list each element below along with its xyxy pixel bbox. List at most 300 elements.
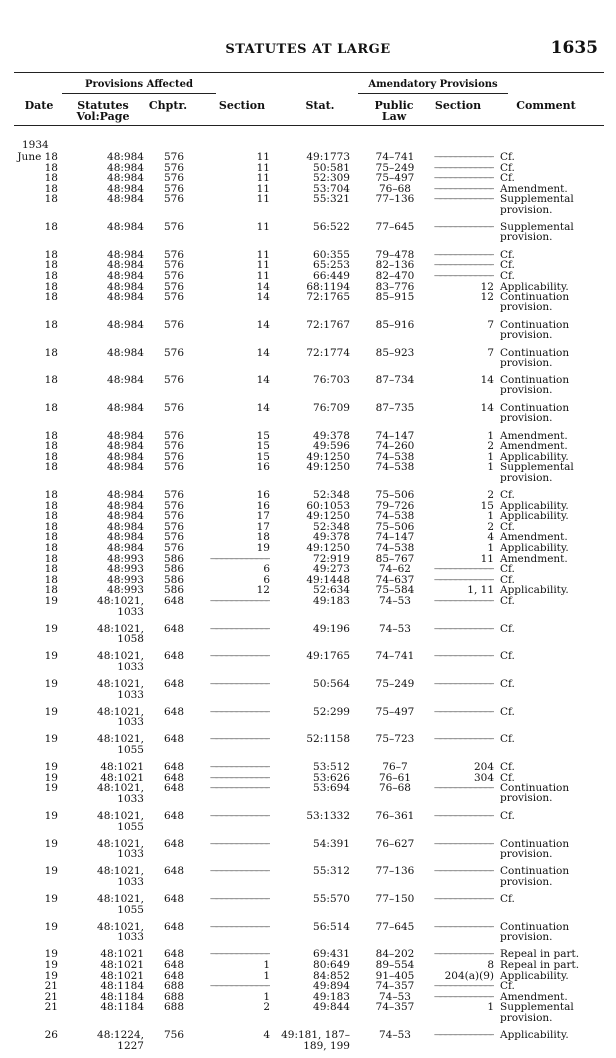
- col-chapter: Chptr.: [148, 99, 188, 112]
- table-row: [0, 734, 616, 762]
- row-section-amendatory: ————————————: [434, 222, 494, 232]
- row-chapter: 576: [163, 440, 184, 453]
- row-chapter: 648: [163, 920, 184, 933]
- row-public-law: 77–136: [375, 193, 415, 206]
- row-chapter: 586: [163, 573, 184, 586]
- row-date: 19: [44, 893, 58, 906]
- row-chapter: 648: [163, 733, 184, 746]
- row-statute: 48:1021: [100, 969, 144, 982]
- row-statute: 48:984: [107, 259, 144, 272]
- table-row: [0, 585, 616, 596]
- col-section-amendatory: Section: [434, 99, 482, 112]
- row-date: 19: [44, 837, 58, 850]
- row-section: ————————————: [210, 734, 270, 744]
- table-row: [0, 981, 616, 992]
- group-provisions-affected: Provisions Affected: [85, 79, 193, 90]
- row-chapter: 586: [163, 563, 184, 576]
- row-stat: 53:694: [313, 782, 350, 795]
- row-statute: 48:984: [107, 520, 144, 533]
- row-chapter: 576: [163, 489, 184, 502]
- row-public-law: 76–68: [379, 182, 411, 195]
- row-section-amendatory: ————————————: [434, 981, 494, 991]
- row-statute: 48:984: [107, 346, 144, 359]
- row-section-amendatory: 1: [487, 462, 494, 473]
- row-date: 19: [44, 771, 58, 784]
- row-date: 18: [44, 259, 58, 272]
- row-statute: 48:1021, 1033: [97, 782, 144, 805]
- table-row: [0, 894, 616, 922]
- row-public-law: 75–497: [375, 172, 415, 185]
- row-statute: 48:984: [107, 450, 144, 463]
- row-date: 19: [44, 948, 58, 961]
- row-public-law: 75–723: [375, 733, 415, 746]
- row-section-amendatory: ————————————: [434, 595, 494, 605]
- row-section-amendatory: 1, 11: [467, 585, 494, 596]
- row-chapter: 576: [163, 193, 184, 206]
- row-stat: 66:449: [313, 269, 350, 282]
- row-section: 11: [256, 194, 270, 205]
- row-statute: 48:984: [107, 440, 144, 453]
- row-statute: 48:993: [107, 563, 144, 576]
- row-date: 19: [44, 969, 58, 982]
- row-statute: 48:993: [107, 584, 144, 597]
- row-stat: 55:312: [313, 865, 350, 878]
- row-public-law: 75–584: [375, 584, 415, 597]
- row-section: 1: [263, 960, 270, 971]
- row-statute: 48:1021, 1033: [97, 594, 144, 618]
- row-public-law: 74–741: [375, 151, 415, 163]
- row-public-law: 89–554: [375, 959, 415, 971]
- row-stat: 49:894: [313, 980, 350, 993]
- row-section: 14: [256, 319, 270, 331]
- row-section: ————————————: [210, 553, 270, 563]
- row-date: 19: [44, 761, 58, 774]
- row-statute: 48:984: [107, 182, 144, 195]
- row-comment: Supplemental provision.: [500, 1001, 574, 1024]
- row-section-amendatory: ————————————: [434, 921, 494, 931]
- row-statute: 48:984: [107, 151, 144, 163]
- row-statute: 48:993: [107, 573, 144, 586]
- row-public-law: 74–538: [375, 510, 415, 523]
- row-stat: 52:348: [313, 489, 350, 502]
- row-section: 19: [256, 543, 270, 554]
- row-section-amendatory: ————————————: [434, 810, 494, 820]
- row-public-law: 77–136: [375, 865, 415, 878]
- row-stat: 72:919: [313, 552, 350, 565]
- row-date: 19: [44, 594, 58, 607]
- row-statute: 48:984: [107, 531, 144, 544]
- table-row: [0, 271, 616, 282]
- row-date: 18: [44, 401, 58, 414]
- row-section: 1: [263, 991, 270, 1003]
- row-section: 11: [256, 249, 270, 261]
- row-statute: 48:984: [107, 429, 144, 442]
- row-chapter: 576: [163, 346, 184, 359]
- row-comment: Cf.: [500, 980, 515, 993]
- row-chapter: 586: [163, 552, 184, 565]
- row-date: 19: [44, 733, 58, 746]
- row-section: 6: [263, 574, 270, 586]
- row-public-law: 75–497: [375, 705, 415, 718]
- row-public-law: 74–357: [375, 980, 415, 993]
- row-chapter: 576: [163, 374, 184, 387]
- row-public-law: 74–538: [375, 542, 415, 554]
- table-row: [0, 783, 616, 811]
- row-stat: 76:703: [313, 374, 350, 387]
- row-stat: 49:1773: [306, 151, 350, 163]
- row-stat: 72:1765: [306, 291, 350, 304]
- row-comment: Continuation provision.: [500, 865, 570, 888]
- row-section: ————————————: [210, 894, 270, 904]
- row-section-amendatory: 204(a)(9): [444, 970, 494, 982]
- row-public-law: 83–776: [375, 280, 415, 293]
- row-comment: Applicability.: [500, 584, 569, 597]
- row-date: 18: [44, 248, 58, 261]
- row-comment: Amendment.: [500, 531, 568, 544]
- row-date: 18: [44, 573, 58, 586]
- row-stat: 69:431: [313, 948, 350, 961]
- row-public-law: 76–627: [375, 837, 415, 850]
- row-section-amendatory: ————————————: [434, 152, 494, 161]
- row-section-amendatory: ————————————: [434, 249, 494, 259]
- row-section-amendatory: ————————————: [434, 679, 494, 689]
- row-stat: 65:253: [313, 259, 350, 272]
- row-date: 18: [44, 461, 58, 474]
- row-section: 14: [256, 292, 270, 303]
- year-label: 1934: [22, 139, 49, 151]
- row-comment: Amendment.: [500, 990, 568, 1003]
- table-row: [0, 1002, 616, 1030]
- row-section-amendatory: ————————————: [434, 564, 494, 574]
- row-comment: Cf.: [500, 259, 515, 272]
- row-stat: 54:391: [313, 837, 350, 850]
- row-date: 18: [44, 440, 58, 453]
- row-date: 19: [44, 622, 58, 635]
- row-section: ————————————: [210, 651, 270, 661]
- row-date: 19: [44, 865, 58, 878]
- row-comment: Cf.: [500, 771, 515, 784]
- group-affected-rule: [62, 93, 216, 94]
- row-date: 18: [44, 510, 58, 523]
- row-public-law: 74–260: [375, 440, 415, 453]
- row-public-law: 87–735: [375, 401, 415, 414]
- row-statute: 48:984: [107, 161, 144, 174]
- row-section: 11: [256, 260, 270, 271]
- row-comment: Cf.: [500, 151, 515, 163]
- row-statute: 48:984: [107, 193, 144, 206]
- row-stat: 60:1053: [306, 499, 350, 512]
- row-comment: Amendment.: [500, 429, 568, 442]
- row-comment: Supplemental provision.: [500, 461, 574, 484]
- row-section: 17: [256, 511, 270, 522]
- row-date: 19: [44, 678, 58, 691]
- row-stat: 84:852: [313, 969, 350, 982]
- row-section-amendatory: 1: [487, 451, 494, 463]
- row-chapter: 576: [163, 531, 184, 544]
- row-date: 18: [44, 291, 58, 304]
- row-comment: Continuation provision.: [500, 318, 570, 342]
- table-row: [0, 403, 616, 431]
- table-row: [0, 222, 616, 250]
- row-public-law: 74–538: [375, 461, 415, 474]
- row-public-law: 74–53: [379, 594, 411, 607]
- table-row: [0, 260, 616, 271]
- row-statute: 48:984: [107, 374, 144, 387]
- row-public-law: 74–147: [375, 429, 415, 442]
- row-comment: Supplemental provision.: [500, 193, 574, 216]
- table-row: [0, 651, 616, 679]
- table-row: [0, 163, 616, 174]
- row-chapter: 648: [163, 837, 184, 850]
- row-chapter: 576: [163, 510, 184, 523]
- row-chapter: 648: [163, 678, 184, 691]
- row-chapter: 576: [163, 429, 184, 442]
- row-statute: 48:984: [107, 172, 144, 185]
- row-section: ————————————: [210, 866, 270, 876]
- row-statute: 48:984: [107, 461, 144, 474]
- row-section: 14: [256, 402, 270, 414]
- row-chapter: 576: [163, 499, 184, 512]
- row-stat: 55:570: [313, 893, 350, 906]
- row-date: 18: [44, 280, 58, 293]
- row-section: 1: [263, 970, 270, 982]
- table-row: [0, 811, 616, 839]
- row-stat: 49:378: [313, 429, 350, 442]
- row-section: ————————————: [210, 783, 270, 793]
- row-comment: Cf.: [500, 269, 515, 282]
- row-chapter: 648: [163, 809, 184, 822]
- row-stat: 49:1250: [306, 450, 350, 463]
- row-stat: 52:299: [313, 705, 350, 718]
- table-row: [0, 250, 616, 261]
- row-public-law: 74–357: [375, 1001, 415, 1014]
- row-comment: Applicability.: [500, 510, 569, 523]
- row-section: ————————————: [210, 623, 270, 633]
- row-chapter: 648: [163, 761, 184, 774]
- row-stat: 49:183: [313, 990, 350, 1003]
- row-statute: 48:1021, 1055: [97, 733, 144, 756]
- row-comment: Cf.: [500, 622, 515, 635]
- row-section: ————————————: [210, 706, 270, 716]
- row-stat: 49:196: [313, 622, 350, 635]
- row-statute: 48:984: [107, 221, 144, 234]
- row-section-amendatory: 1: [487, 511, 494, 522]
- table-row: [0, 762, 616, 773]
- row-comment: Continuation provision.: [500, 920, 570, 943]
- row-stat: 53:512: [313, 761, 350, 774]
- page-number: 1635: [550, 38, 598, 58]
- row-stat: 49:596: [313, 440, 350, 453]
- table-row: [0, 839, 616, 867]
- row-stat: 50:564: [313, 678, 350, 691]
- row-stat: 49:181, 187– 189, 199: [281, 1029, 350, 1052]
- row-chapter: 576: [163, 161, 184, 174]
- row-section: 17: [256, 521, 270, 533]
- row-public-law: 75–249: [375, 678, 415, 691]
- row-chapter: 688: [163, 1001, 184, 1014]
- row-stat: 53:626: [313, 771, 350, 784]
- row-comment: Cf.: [500, 678, 515, 691]
- row-comment: Cf.: [500, 161, 515, 174]
- row-comment: Cf.: [500, 705, 515, 718]
- row-comment: Supplemental provision.: [500, 221, 574, 244]
- row-chapter: 576: [163, 280, 184, 293]
- row-date: June 18: [17, 151, 58, 163]
- col-comment: Comment: [516, 99, 576, 112]
- table-row: [0, 152, 616, 163]
- row-section: ————————————: [210, 838, 270, 848]
- row-section: ————————————: [210, 762, 270, 772]
- row-date: 18: [44, 584, 58, 597]
- row-date: 18: [44, 552, 58, 565]
- row-chapter: 576: [163, 401, 184, 414]
- row-statute: 48:984: [107, 510, 144, 523]
- row-statute: 48:984: [107, 318, 144, 331]
- row-comment: Cf.: [500, 563, 515, 576]
- row-date: 18: [44, 221, 58, 234]
- row-date: 18: [44, 374, 58, 387]
- row-comment: Continuation provision.: [500, 837, 570, 860]
- row-comment: Cf.: [500, 172, 515, 185]
- row-section: ————————————: [210, 595, 270, 605]
- row-section-amendatory: 4: [487, 532, 494, 543]
- row-date: 18: [44, 193, 58, 206]
- row-statute: 48:993: [107, 552, 144, 565]
- row-comment: Applicability.: [500, 1029, 569, 1042]
- row-public-law: 85–923: [375, 346, 415, 359]
- row-statute: 48:1021, 1033: [97, 650, 144, 673]
- row-section: 16: [256, 462, 270, 473]
- row-comment: Cf.: [500, 650, 515, 663]
- row-chapter: 648: [163, 948, 184, 961]
- row-section-amendatory: 11: [480, 553, 494, 565]
- row-section: 15: [256, 430, 270, 442]
- row-statute: 48:1184: [100, 1001, 144, 1014]
- row-chapter: 576: [163, 542, 184, 554]
- row-section: 12: [256, 585, 270, 596]
- row-comment: Applicability.: [500, 542, 569, 554]
- row-chapter: 648: [163, 594, 184, 607]
- row-public-law: 79–478: [375, 248, 415, 261]
- col-public-law: Public Law: [374, 99, 414, 123]
- row-public-law: 77–645: [375, 221, 415, 234]
- row-section-amendatory: 1: [487, 1002, 494, 1013]
- row-chapter: 576: [163, 520, 184, 533]
- row-comment: Amendment.: [500, 182, 568, 195]
- row-public-law: 84–202: [375, 948, 415, 961]
- row-stat: 80:649: [313, 959, 350, 971]
- row-chapter: 648: [163, 969, 184, 982]
- row-date: 18: [44, 563, 58, 576]
- row-statute: 48:1021, 1033: [97, 705, 144, 729]
- row-section: ————————————: [210, 810, 270, 820]
- table-row: [0, 992, 616, 1003]
- table-row: [0, 543, 616, 554]
- col-section: Section: [218, 99, 266, 112]
- row-statute: 48:1021: [100, 761, 144, 774]
- row-comment: Applicability.: [500, 499, 569, 512]
- row-section: 16: [256, 490, 270, 501]
- row-public-law: 74–538: [375, 450, 415, 463]
- row-date: 18: [44, 269, 58, 282]
- row-date: 18: [44, 520, 58, 533]
- row-comment: Cf.: [500, 893, 515, 906]
- row-section: 15: [256, 441, 270, 452]
- row-comment: Continuation provision.: [500, 291, 570, 314]
- row-stat: 56:522: [313, 221, 350, 234]
- row-date: 18: [44, 542, 58, 554]
- row-public-law: 74–147: [375, 531, 415, 544]
- row-public-law: 74–62: [379, 563, 411, 576]
- table-row: [0, 554, 616, 565]
- row-section-amendatory: ————————————: [434, 183, 494, 193]
- row-comment: Repeal in part.: [500, 959, 580, 971]
- row-public-law: 76–7: [382, 761, 408, 774]
- row-date: 18: [44, 531, 58, 544]
- row-public-law: 82–470: [375, 269, 415, 282]
- row-stat: 76:709: [313, 401, 350, 414]
- row-public-law: 85–915: [375, 291, 415, 304]
- row-public-law: 91–405: [375, 969, 415, 982]
- row-chapter: 648: [163, 622, 184, 635]
- row-section-amendatory: ————————————: [434, 623, 494, 633]
- col-stat: Stat.: [305, 99, 335, 112]
- row-statute: 48:984: [107, 401, 144, 414]
- row-section-amendatory: 12: [480, 281, 494, 293]
- row-section: 14: [256, 375, 270, 386]
- row-statute: 48:1021, 1033: [97, 920, 144, 944]
- row-section-amendatory: ————————————: [434, 838, 494, 848]
- row-section-amendatory: 15: [480, 500, 494, 512]
- row-public-law: 74–741: [375, 650, 415, 663]
- row-statute: 48:1021: [100, 771, 144, 784]
- row-statute: 48:1021, 1055: [97, 809, 144, 833]
- row-date: 18: [44, 429, 58, 442]
- row-statute: 48:1021, 1033: [97, 837, 144, 861]
- row-stat: 56:514: [313, 920, 350, 933]
- row-section-amendatory: 2: [487, 490, 494, 501]
- row-section-amendatory: ————————————: [434, 651, 494, 661]
- row-public-law: 77–645: [375, 920, 415, 933]
- row-section-amendatory: ————————————: [434, 270, 494, 280]
- row-comment: Applicability.: [500, 969, 569, 982]
- row-public-law: 74–637: [375, 573, 415, 586]
- row-date: 18: [44, 161, 58, 174]
- row-date: 21: [44, 1001, 58, 1014]
- table-row: [0, 511, 616, 522]
- row-comment: Applicability.: [500, 450, 569, 463]
- row-section-amendatory: ————————————: [434, 1030, 494, 1040]
- row-date: 18: [44, 318, 58, 331]
- row-date: 19: [44, 920, 58, 933]
- row-statute: 48:1021, 1033: [97, 678, 144, 701]
- row-statute: 48:1021: [100, 959, 144, 971]
- row-section: 11: [256, 152, 270, 163]
- running-head: STATUTES AT LARGE: [225, 42, 391, 57]
- row-section: ————————————: [210, 981, 270, 991]
- group-amendatory-rule: [358, 93, 508, 94]
- row-comment: Amendment.: [500, 440, 568, 453]
- row-date: 18: [44, 489, 58, 502]
- row-chapter: 576: [163, 151, 184, 163]
- row-section: 14: [256, 347, 270, 359]
- row-section-amendatory: ————————————: [434, 734, 494, 744]
- row-section: 11: [256, 183, 270, 195]
- row-stat: 52:1158: [306, 733, 350, 746]
- row-date: 18: [44, 182, 58, 195]
- row-chapter: 648: [163, 782, 184, 795]
- row-chapter: 576: [163, 461, 184, 474]
